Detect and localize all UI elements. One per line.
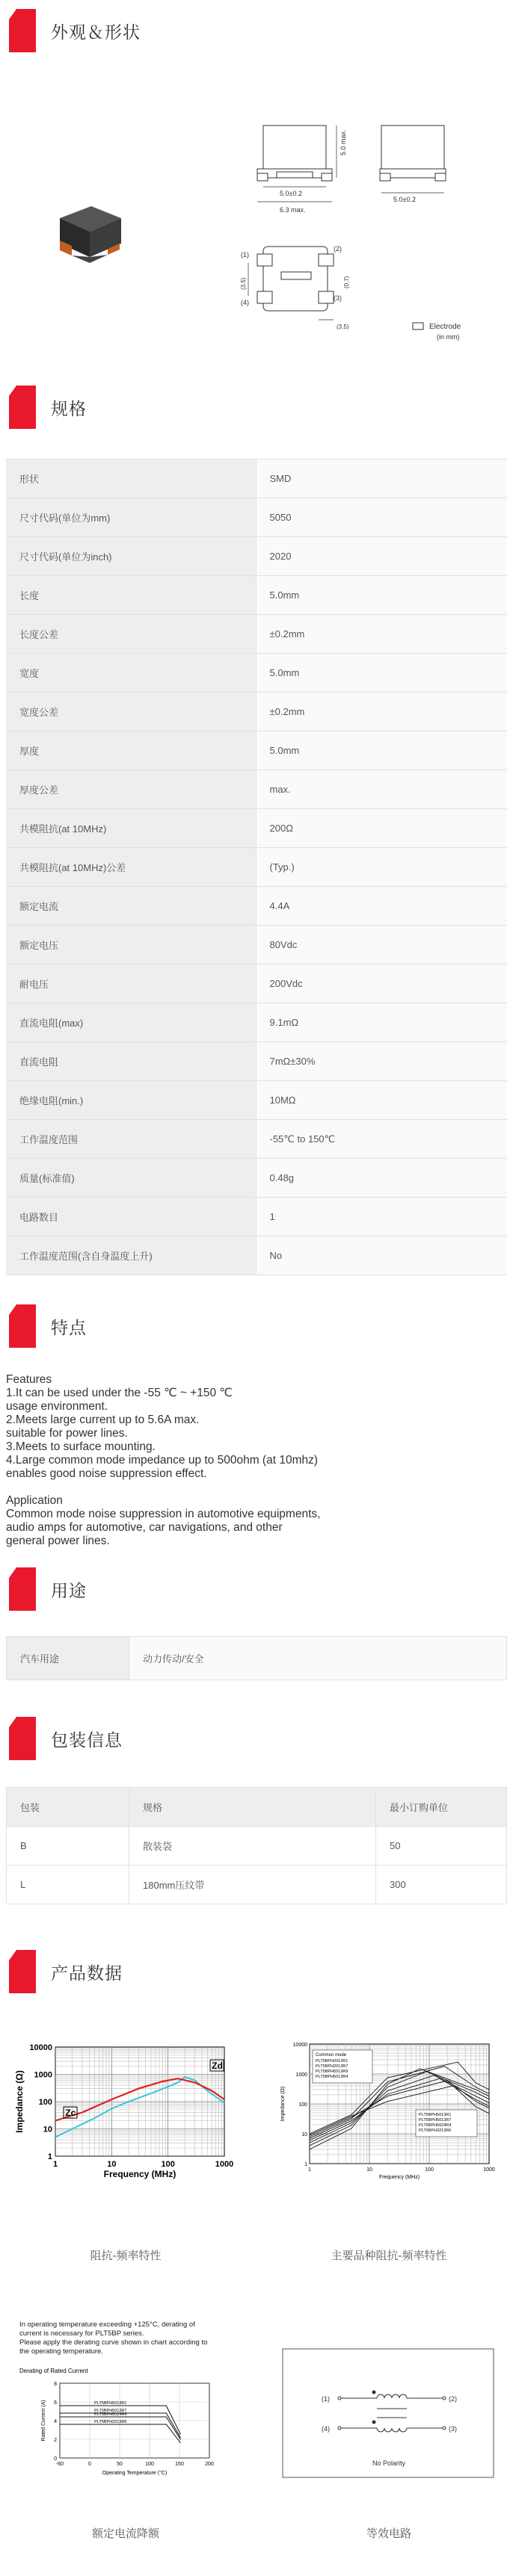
table-row xyxy=(6,1003,507,1042)
x-tick-label: 150 xyxy=(175,2462,184,2467)
spec-table xyxy=(6,459,507,1275)
x-tick-label: 10 xyxy=(366,2167,372,2173)
spec-key: 形状 xyxy=(6,459,256,498)
legend-item: PLT5BPH5013R1 xyxy=(419,2113,452,2117)
table-row xyxy=(6,770,507,809)
section-header-features xyxy=(0,1300,513,1352)
packaging-table xyxy=(6,1787,507,1904)
section-title: 外观＆形状 xyxy=(51,22,141,43)
section-marker-icon xyxy=(9,386,36,429)
table-cell: L xyxy=(7,1866,129,1904)
table-row xyxy=(6,615,507,654)
series-label: PLT5BPH5013R1 xyxy=(94,2401,127,2406)
x-tick-label: 10 xyxy=(107,2160,117,2169)
pin-label-3: (3) xyxy=(334,294,342,302)
component-photo xyxy=(45,196,135,270)
table-row xyxy=(7,1827,507,1866)
dim-width-max: 6.3 max. xyxy=(280,206,306,214)
multi-chart-caption: 主要品种阻抗-频率特性 xyxy=(331,2250,447,2262)
x-axis-label: Frequency (MHz) xyxy=(103,2169,176,2179)
table-cell: B xyxy=(7,1827,129,1866)
circuit-note: No Polarity xyxy=(372,2459,406,2467)
y-axis-label: Impedance (Ω) xyxy=(14,2070,25,2133)
y-tick-label: 1000 xyxy=(34,2070,52,2080)
spec-value: max. xyxy=(256,770,507,809)
legend-item: PLT5BPH2013R7 xyxy=(316,2064,348,2069)
spec-key: 电路数目 xyxy=(6,1198,256,1236)
table-row xyxy=(6,887,507,926)
derating-note: In operating temperature exceeding +125°C, derating of current is necessary for PLT5BP series. Please apply the derating curve shown in chart according to the operating temperature. xyxy=(19,2320,208,2356)
table-row xyxy=(6,809,507,848)
section-marker-icon xyxy=(9,1950,36,1993)
section-header-product-data xyxy=(0,1945,513,1998)
series-label: PLT5BPH5013R7 xyxy=(94,2409,127,2413)
circuit-pin-2: (2) xyxy=(449,2395,457,2403)
legend-unit-label: (in mm) xyxy=(437,333,460,341)
y-tick-label: 8 xyxy=(54,2382,57,2387)
section-marker-icon xyxy=(9,9,36,52)
section-header-appearance xyxy=(0,4,513,57)
spec-key: 工作温度范围(含自身温度上升) xyxy=(6,1236,256,1275)
x-tick-label: 100 xyxy=(145,2462,154,2467)
table-row xyxy=(7,1866,507,1904)
application-text: Common mode noise suppression in automotive equipments, audio amps for automotive, car navigations, and other general power lines. xyxy=(6,1508,321,1547)
table-row xyxy=(6,1081,507,1120)
y-tick-label: 10000 xyxy=(29,2043,52,2052)
usage-key: 汽车用途 xyxy=(7,1637,129,1680)
derating-caption: 额定电流降额 xyxy=(91,2527,159,2540)
series-label: PLT5BPH3213R6 xyxy=(94,2420,127,2424)
table-row xyxy=(6,459,507,498)
legend-item: PLT5BPH5024R4 xyxy=(419,2123,452,2128)
legend-item: PLT5BPH3213R6 xyxy=(419,2128,452,2133)
section-header-usage xyxy=(0,1563,513,1615)
table-row xyxy=(6,1198,507,1236)
table-row xyxy=(6,1120,507,1159)
application-heading: Application xyxy=(6,1494,63,1507)
multi-impedance-chart xyxy=(277,2038,501,2195)
x-tick-label: 1000 xyxy=(215,2160,234,2169)
x-axis-label: Frequency (MHz) xyxy=(378,2175,420,2180)
spec-value: 5.0mm xyxy=(256,576,507,615)
x-axis-label: Operating Temperature (°C) xyxy=(102,2471,168,2476)
pin-label-2: (2) xyxy=(334,245,342,253)
spec-key: 工作温度范围 xyxy=(6,1120,256,1159)
x-tick-label: 100 xyxy=(161,2160,175,2169)
x-tick-label: 200 xyxy=(205,2462,214,2467)
section-title: 包装信息 xyxy=(51,1730,123,1750)
impedance-frequency-chart xyxy=(13,2038,238,2195)
spec-value: (Typ.) xyxy=(256,848,507,887)
series-label: PLT5BPH5024R4 xyxy=(94,2412,127,2417)
column-header: 规格 xyxy=(129,1788,376,1827)
spec-value: 1 xyxy=(256,1198,507,1236)
spec-value: 0.48g xyxy=(256,1159,507,1198)
table-row xyxy=(6,731,507,770)
circuit-caption: 等效电路 xyxy=(366,2527,411,2540)
spec-value: 5.0mm xyxy=(256,731,507,770)
legend-item: PLT5BPH5013R4 xyxy=(316,2075,348,2079)
table-cell: 50 xyxy=(376,1827,507,1866)
table-row xyxy=(6,1159,507,1198)
pin-label-4: (4) xyxy=(241,299,249,306)
spec-value: 9.1mΩ xyxy=(256,1003,507,1042)
spec-value: 5.0mm xyxy=(256,654,507,693)
table-row xyxy=(6,1042,507,1081)
spec-value: No xyxy=(256,1236,507,1275)
features-list: 1.It can be used under the -55 ℃ ~ +150 ℃ usage environment. 2.Meets large current up to 5.6A max. suitable for power lines. 3.Meets to surface mounting. 4.Large common mode impedance up to 500ohm (at 10mhz) enables good noise suppression effect. xyxy=(6,1387,319,1480)
legend-item: PLT5BPH5013R7 xyxy=(419,2118,452,2123)
spec-key: 共模阻抗(at 10MHz)公差 xyxy=(6,848,256,887)
x-tick-label: 1 xyxy=(308,2167,311,2173)
usage-table xyxy=(6,1636,507,1680)
y-tick-label: 2 xyxy=(54,2438,57,2443)
spec-value: 4.4A xyxy=(256,887,507,926)
table-row xyxy=(7,1637,507,1680)
spec-key: 直流电阻(max) xyxy=(6,1003,256,1042)
spec-key: 额定电压 xyxy=(6,926,256,965)
spec-key: 宽度 xyxy=(6,654,256,693)
section-marker-icon xyxy=(9,1717,36,1760)
legend-item: PLT5BPH2013R1 xyxy=(316,2059,348,2063)
dim-0-7: (0.7) xyxy=(343,276,350,288)
circuit-pin-4: (4) xyxy=(322,2425,330,2433)
spec-key: 绝缘电阻(min.) xyxy=(6,1081,256,1120)
x-tick-label: 100 xyxy=(425,2167,434,2173)
spec-value: SMD xyxy=(256,459,507,498)
y-tick-label: 1 xyxy=(304,2162,307,2167)
spec-value: 10MΩ xyxy=(256,1081,507,1120)
spec-key: 尺寸代码(单位为inch) xyxy=(6,537,256,576)
y-tick-label: 10000 xyxy=(292,2043,307,2048)
series-label-zd: Zd xyxy=(212,2061,223,2072)
front-view-drawing xyxy=(247,118,359,223)
spec-key: 厚度公差 xyxy=(6,770,256,809)
x-tick-label: 1000 xyxy=(483,2167,495,2173)
spec-key: 耐电压 xyxy=(6,965,256,1003)
section-header-spec xyxy=(0,381,513,433)
y-tick-label: 10 xyxy=(301,2132,307,2137)
table-row xyxy=(6,537,507,576)
y-tick-label: 100 xyxy=(38,2098,52,2107)
usage-value: 动力传动/安全 xyxy=(129,1637,507,1680)
y-tick-label: 1 xyxy=(47,2152,52,2161)
features-text xyxy=(6,1373,507,1548)
pin-label-1: (1) xyxy=(241,251,249,258)
legend-electrode-label: Electrode xyxy=(429,323,461,331)
spec-value: ±0.2mm xyxy=(256,615,507,654)
x-tick-label: -60 xyxy=(55,2462,64,2467)
dim-width-side: 5.0±0.2 xyxy=(393,196,416,203)
y-tick-label: 10 xyxy=(43,2125,52,2134)
dim-height: 5.0 max. xyxy=(340,129,347,155)
dim-3-5-left: (3.5) xyxy=(240,277,247,290)
legend-title: Common mode xyxy=(316,2053,347,2058)
bottom-view-drawing xyxy=(238,241,365,338)
table-row xyxy=(6,1236,507,1275)
spec-value: 200Ω xyxy=(256,809,507,848)
section-title: 特点 xyxy=(51,1318,87,1338)
spec-value: 5050 xyxy=(256,498,507,537)
spec-key: 宽度公差 xyxy=(6,693,256,731)
section-title: 规格 xyxy=(51,399,87,419)
y-tick-label: 4 xyxy=(54,2419,57,2424)
spec-key: 尺寸代码(单位为mm) xyxy=(6,498,256,537)
table-row xyxy=(6,693,507,731)
table-cell: 180mm压纹带 xyxy=(129,1866,376,1904)
column-header: 最小订购单位 xyxy=(376,1788,507,1827)
spec-key: 质量(标准值) xyxy=(6,1159,256,1198)
section-title: 产品数据 xyxy=(51,1963,123,1984)
impedance-chart-caption: 阻抗-频率特性 xyxy=(90,2250,162,2262)
spec-key: 长度公差 xyxy=(6,615,256,654)
dim-width-front: 5.0±0.2 xyxy=(280,190,302,197)
table-row xyxy=(6,498,507,537)
spec-value: 7mΩ±30% xyxy=(256,1042,507,1081)
features-heading: Features xyxy=(6,1373,52,1386)
table-cell: 散装袋 xyxy=(129,1827,376,1866)
spec-value: 200Vdc xyxy=(256,965,507,1003)
circuit-pin-1: (1) xyxy=(322,2395,330,2403)
y-tick-label: 100 xyxy=(298,2102,307,2108)
circuit-pin-3: (3) xyxy=(449,2425,457,2433)
spec-value: -55℃ to 150℃ xyxy=(256,1120,507,1159)
spec-key: 长度 xyxy=(6,576,256,615)
spec-key: 直流电阻 xyxy=(6,1042,256,1081)
spec-value: 2020 xyxy=(256,537,507,576)
series-label-zc: Zc xyxy=(65,2108,76,2119)
spec-key: 厚度 xyxy=(6,731,256,770)
table-header-row xyxy=(7,1788,507,1827)
x-tick-label: 50 xyxy=(117,2462,123,2467)
derating-chart xyxy=(15,2365,232,2492)
column-header: 包装 xyxy=(7,1788,129,1827)
legend-item: PLT5BPH5013R9 xyxy=(316,2069,348,2074)
spec-key: 共模阻抗(at 10MHz) xyxy=(6,809,256,848)
x-tick-label: 0 xyxy=(88,2462,91,2467)
table-row xyxy=(6,926,507,965)
y-tick-label: 6 xyxy=(54,2400,57,2406)
section-title: 用途 xyxy=(51,1581,87,1601)
side-view-drawing xyxy=(375,118,465,208)
y-axis-label: Rated Current (A) xyxy=(41,2400,46,2442)
equivalent-circuit-diagram xyxy=(280,2346,497,2480)
spec-value: ±0.2mm xyxy=(256,693,507,731)
x-tick-label: 1 xyxy=(52,2160,58,2169)
y-tick-label: 1000 xyxy=(295,2072,307,2078)
section-marker-icon xyxy=(9,1567,36,1611)
derating-title: Derating of Rated Current xyxy=(19,2368,88,2374)
table-cell: 300 xyxy=(376,1866,507,1904)
table-row xyxy=(6,654,507,693)
y-axis-label: Impedance (Ω) xyxy=(280,2086,286,2122)
table-row xyxy=(6,965,507,1003)
electrode-legend xyxy=(410,320,492,350)
table-row xyxy=(6,576,507,615)
section-marker-icon xyxy=(9,1304,36,1348)
spec-value: 80Vdc xyxy=(256,926,507,965)
dim-3-5-bottom: (3.5) xyxy=(337,323,349,330)
section-header-packaging xyxy=(0,1712,513,1765)
y-tick-label: 0 xyxy=(54,2456,57,2462)
table-row xyxy=(6,848,507,887)
spec-key: 额定电流 xyxy=(6,887,256,926)
